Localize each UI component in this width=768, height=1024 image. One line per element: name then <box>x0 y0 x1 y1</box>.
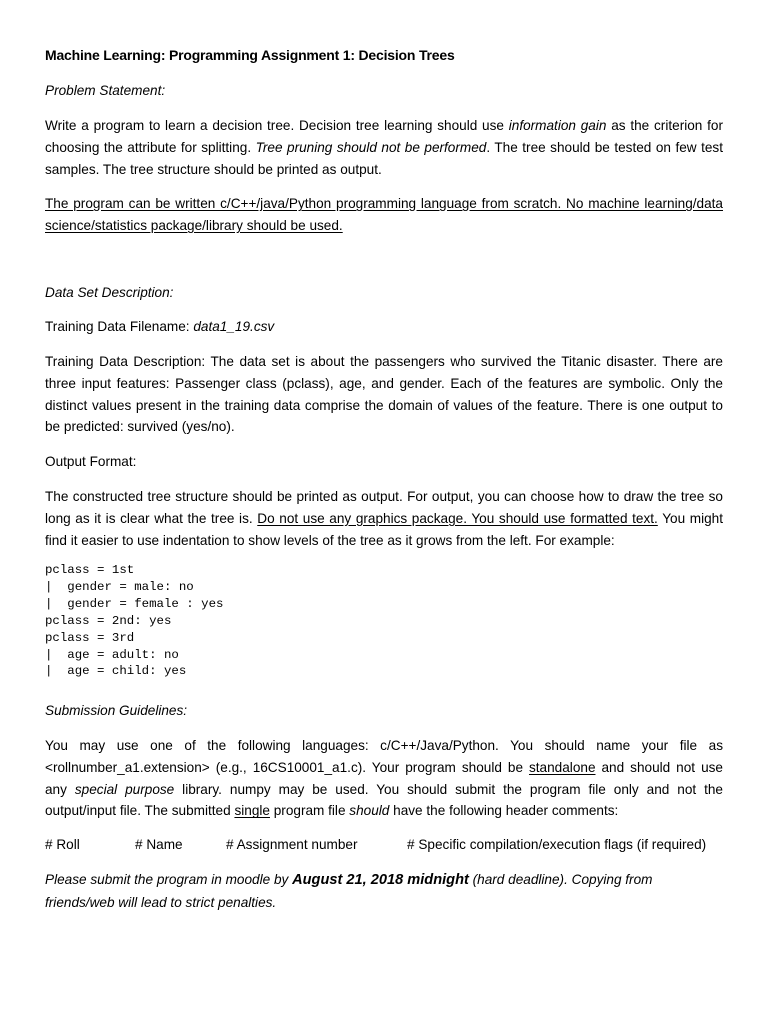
information-gain-emphasis: information gain <box>508 118 607 133</box>
standalone-emphasis: standalone <box>528 759 596 775</box>
dataset-heading: Data Set Description: <box>45 285 174 300</box>
single-emphasis: single <box>234 803 270 819</box>
document-title: Machine Learning: Programming Assignment 1: Decision Trees <box>45 47 455 63</box>
text-run: You may use one of the following languages: c/C++/Java/Python. You should name your file as <rollnumber_a1.extension> (e.g., 16CS10001_a1.c). Your program should be <box>45 738 723 775</box>
deadline-paragraph <box>45 869 723 914</box>
text-run: as the criterion for choosing the attribute for splitting. <box>45 118 723 155</box>
output-format-heading: Output Format: <box>45 454 137 469</box>
formatted-text-requirement: Do not use any graphics package. You should use formatted text. <box>257 510 658 526</box>
text-run: . The tree should be tested on few test samples. The tree structure should be printed as output. <box>45 139 723 177</box>
code-line: pclass = 3rd <box>45 630 135 645</box>
tree-example-code-block <box>45 562 223 680</box>
text-run: library. numpy may be used. You should submit the program file only and not the output/input file. The submitted <box>45 781 723 819</box>
text-run: (hard deadline). Copying from friends/web will lead to strict penalties. <box>45 872 653 910</box>
should-emphasis: should <box>349 803 390 819</box>
training-filename-line <box>45 316 723 338</box>
text-run: have the following header comments: <box>389 803 619 819</box>
text-run: Please submit the program in moodle by <box>45 872 293 887</box>
language-requirement-paragraph: The program can be written c/C++/java/Python programming language from scratch. No machine learning/data science/statistics package/library should be used. <box>45 196 723 233</box>
submission-heading: Submission Guidelines: <box>45 703 188 718</box>
problem-statement-paragraph <box>45 115 723 180</box>
code-line: pclass = 2nd: yes <box>45 613 172 628</box>
header-comment-roll: # Roll <box>45 837 80 852</box>
text-run: and should not use any <box>45 759 723 797</box>
text-run: program file <box>269 803 350 819</box>
special-purpose-emphasis: special purpose <box>74 781 175 797</box>
text-run: You might find it easier to use indentation to show levels of the tree as it grows from the left. For example: <box>45 510 723 548</box>
no-pruning-emphasis: Tree pruning should not be performed <box>255 139 487 155</box>
code-line: | age = adult: no <box>45 647 179 662</box>
filename-value: data1_19.csv <box>193 319 275 334</box>
code-line: | age = child: yes <box>45 664 187 679</box>
header-comment-name: # Name <box>135 837 183 852</box>
filename-label: Training Data Filename: <box>45 319 194 334</box>
text-run: Write a program to learn a decision tree. Decision tree learning should use <box>45 118 509 133</box>
code-line: pclass = 1st <box>45 563 135 577</box>
submission-paragraph <box>45 735 723 822</box>
problem-statement-heading: Problem Statement: <box>45 83 166 98</box>
header-comments-row <box>45 834 723 856</box>
deadline-date: August 21, 2018 midnight <box>292 872 469 888</box>
output-format-paragraph <box>45 486 723 551</box>
header-comment-compilation-flags: # Specific compilation/execution flags (if required) <box>407 837 707 852</box>
code-line: | gender = male: no <box>45 579 194 594</box>
text-run: The constructed tree structure should be printed as output. For output, you can choose how to draw the tree so long as it is clear what the tree is. <box>45 489 723 526</box>
dataset-description-paragraph: Training Data Description: The data set is about the passengers who survived the Titanic disaster. There are three input features: Passenger class (pclass), age, and gender. Each of the features are symbolic. Only the distinct values present in the training data comprise the domain of values of the feature. There is one output to be predicted: survived (yes/no). <box>45 354 723 435</box>
header-comment-assignment-number: # Assignment number <box>226 837 358 852</box>
code-line: | gender = female : yes <box>45 596 224 611</box>
